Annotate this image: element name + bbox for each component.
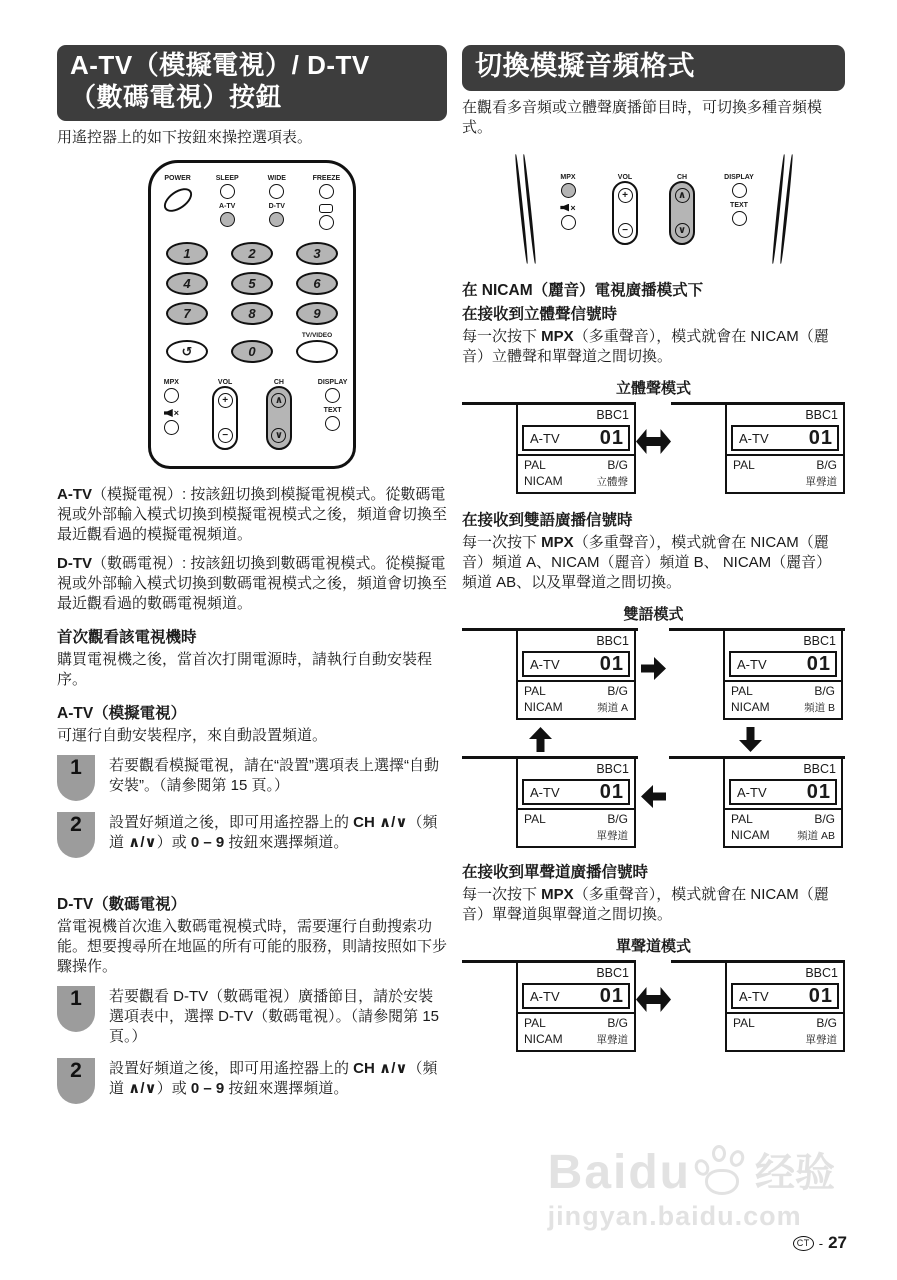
first-watch-heading: 首次觀看該電視機時: [57, 629, 197, 646]
flashback-icon: ↺: [181, 343, 193, 359]
text-button-icon: [325, 416, 340, 431]
step-number-badge: 2: [57, 1058, 95, 1104]
watermark-url: jingyan.baidu.com: [547, 1201, 802, 1231]
volume-column: [603, 174, 647, 245]
osd-system: PAL: [733, 1016, 755, 1030]
osd-system: PAL: [731, 684, 753, 698]
osd-box: [516, 405, 636, 494]
atv-button-icon: [220, 212, 235, 227]
dtv-body: 當電視機首次進入數碼電視模式時，需要運行自動搜索功能。想要搜尋所在地區的所有可能的服務，則請按照如下步驟操作。: [57, 918, 448, 975]
section-title-audio-format: [462, 45, 845, 91]
double-arrow-icon: [636, 429, 671, 454]
osd-standard: B/G: [814, 812, 835, 826]
wide-dtv-column: [254, 175, 300, 230]
watermark-logo-row: [547, 1143, 835, 1199]
power-column: [155, 175, 201, 230]
osd-mode-row: [725, 698, 841, 715]
step-number-badge: 2: [57, 812, 95, 858]
bilingual-cycle-arrows: [462, 726, 845, 753]
display-text-column: [717, 174, 761, 226]
mpx-label: MPX: [163, 379, 179, 386]
region-badge: CT: [793, 1236, 814, 1251]
mpx-label: MPX: [560, 173, 576, 181]
osd-audio-mode: 單聲道: [596, 1034, 628, 1046]
osd-nicam: NICAM: [524, 700, 563, 714]
osd-channel-name: BBC1: [596, 634, 629, 648]
osd-channel-name: BBC1: [805, 966, 838, 980]
ch-up-icon: ∧: [675, 188, 690, 203]
nicam-heading: 在 NICAM（麗音）電視廣播模式下: [462, 282, 704, 299]
left-arrow-icon: [641, 784, 666, 809]
osd-nicam: NICAM: [731, 700, 770, 714]
remote-fragment-illustration: [462, 154, 845, 264]
osd-standard: B/G: [816, 458, 837, 472]
display-label: DISPLAY: [724, 173, 754, 181]
vol-minus-icon: −: [218, 428, 233, 443]
osd-standard: B/G: [814, 684, 835, 698]
osd-system: PAL: [733, 458, 755, 472]
step-text: 設置好頻道之後，即可用遙控器上的 CH ∧/∨（頻道 ∧/∨）或 0 – 9 按鈕來選擇頻道。: [109, 1060, 438, 1097]
osd-audio-mode: 頻道 AB: [797, 830, 835, 842]
osd-channel-number: 01: [599, 984, 624, 1007]
atv-label: A-TV: [219, 203, 236, 210]
osd-channel-number: 01: [808, 426, 833, 449]
osd-system-row: [518, 810, 634, 826]
mono-heading: 在接收到單聲道廣播信號時: [462, 864, 649, 881]
left-column: [57, 45, 447, 1115]
section-title-atv-dtv-buttons: [57, 45, 447, 121]
osd-channel-name: BBC1: [805, 408, 838, 422]
osd-audio-mode: 單聲道: [805, 476, 837, 488]
osd-input-box: [729, 651, 837, 677]
osd-input-label: A-TV: [737, 784, 767, 800]
right-column: [462, 45, 845, 1115]
step-text: 若要觀看 D-TV（數碼電視）廣播節目，請於安裝選項表中，選擇 D-TV（數碼電視）。（請參閱第 15 頁。）: [109, 988, 440, 1045]
digit-button: 1: [166, 242, 208, 265]
remote-top-buttons: [151, 175, 353, 230]
osd-channel-number: 01: [808, 984, 833, 1007]
stereo-heading: 在接收到立體聲信號時: [462, 306, 618, 323]
osd-box: [723, 759, 843, 848]
osd-mode-row: [727, 472, 843, 489]
bilingual-body: 每一次按下 MPX（多重聲音），模式就會在 NICAM（麗音）頻道 A、NICAM（麗音）頻道 B、 NICAM（麗音）頻道 AB、以及單聲道之間切換。: [462, 534, 832, 591]
osd-channel-number: 01: [599, 426, 624, 449]
osd-nicam: NICAM: [524, 474, 563, 488]
speaker-icon: [164, 409, 173, 417]
break-lines-left: [520, 154, 530, 264]
osd-audio-mode: 頻道 A: [597, 702, 628, 714]
baidu-jingyan-watermark: [548, 1143, 835, 1232]
osd-input-label: A-TV: [530, 784, 560, 800]
volume-rocker: [612, 181, 638, 245]
tv-screen-diagram: [462, 628, 638, 720]
osd-input-label: A-TV: [739, 988, 769, 1004]
osd-mode-row: [725, 826, 841, 843]
osd-channel-name: BBC1: [596, 762, 629, 776]
mode-label: 立體聲模式: [615, 380, 691, 397]
osd-input-box: [522, 425, 630, 451]
dtv-step-2: [57, 1058, 447, 1104]
digit-button: 6: [296, 272, 338, 295]
osd-input-box: [729, 779, 837, 805]
vol-label: VOL: [217, 379, 233, 386]
first-watch-body: 購買電視機之後，當首次打開電源時，請執行自動安裝程序。: [57, 651, 433, 688]
digit-button: 4: [166, 272, 208, 295]
digit-button: 3: [296, 242, 338, 265]
osd-channel-number: 01: [599, 780, 624, 803]
dtv-description: D-TV（數碼電視）: 按該鈕切換到數碼電視模式。從模擬電視或外部輸入模式切換到數碼電視模式之後，頻道會切換至最近觀看過的數碼電視頻道。: [57, 555, 448, 612]
paw-icon: [695, 1143, 751, 1195]
osd-standard: B/G: [607, 458, 628, 472]
atv-description: A-TV（模擬電視）: 按該鈕切換到模擬電視模式。從數碼電視或外部輸入模式切換到模擬電視模式之後，頻道會切換至最近觀看過的模擬電視頻道。: [57, 486, 448, 543]
osd-system: PAL: [731, 812, 753, 826]
step-text: 若要觀看模擬電視，請在“設置”選項表上選擇“自動安裝”。（請參閱第 15 頁。）: [109, 757, 439, 794]
atv-step-2: [57, 812, 447, 858]
osd-system-row: [518, 1014, 634, 1030]
digit-button: 2: [231, 242, 273, 265]
down-arrow-icon: [738, 727, 763, 752]
volume-rocker: [212, 386, 238, 450]
mpx-button-icon: [561, 183, 576, 198]
digit-button: 9: [296, 302, 338, 325]
mono-diagram-pair: [462, 960, 845, 1052]
speaker-icon: [560, 204, 569, 212]
osd-input-label: A-TV: [530, 988, 560, 1004]
osd-system-row: [518, 682, 634, 698]
display-button-icon: [325, 388, 340, 403]
osd-box: [725, 963, 845, 1052]
osd-system-row: [727, 456, 843, 472]
osd-system-row: [725, 682, 841, 698]
osd-channel-number: 01: [806, 652, 831, 675]
digit-button: 5: [231, 272, 273, 295]
wide-label: WIDE: [267, 175, 286, 182]
osd-standard: B/G: [816, 1016, 837, 1030]
display-label: DISPLAY: [317, 379, 348, 386]
osd-system-row: [518, 456, 634, 472]
display-text-column: [312, 379, 353, 431]
sleep-label: SLEEP: [215, 175, 239, 182]
text-label: TEXT: [730, 201, 748, 209]
osd-channel-name: BBC1: [596, 966, 629, 980]
watermark-brand-latin: Baidu: [547, 1146, 691, 1199]
break-lines-right: [777, 154, 787, 264]
power-button-icon: [159, 183, 196, 216]
text-button-icon: [732, 211, 747, 226]
dtv-step-1: [57, 986, 447, 1047]
page-number: 27: [828, 1233, 847, 1252]
mpx-mute-column: [151, 379, 192, 435]
flashback-button: [166, 340, 208, 363]
osd-nicam: NICAM: [524, 1032, 563, 1046]
osd-input-box: [522, 779, 630, 805]
tv-screen-diagram: [462, 756, 638, 848]
title-line: A-TV（模擬電視）/ D-TV: [70, 50, 370, 80]
bilingual-heading: 在接收到雙語廣播信號時: [462, 512, 633, 529]
tv-screen-diagram: [671, 402, 845, 494]
digit-row: [166, 332, 338, 363]
tv-screen-diagram: [462, 960, 636, 1052]
tv-video-button-icon: [296, 340, 338, 363]
osd-input-box: [731, 983, 839, 1009]
vol-plus-icon: +: [618, 188, 633, 203]
digit-row: [166, 242, 338, 265]
osd-audio-mode: 單聲道: [805, 1034, 837, 1046]
osd-input-box: [522, 651, 630, 677]
atv-body: 可運行自動安裝程序，來自動設置頻道。: [57, 727, 328, 744]
title-line: 切換模擬音頻格式: [475, 51, 695, 81]
osd-standard: B/G: [607, 1016, 628, 1030]
epg-icon: [319, 204, 333, 213]
wide-button-icon: [269, 184, 284, 199]
tv-screen-diagram: [671, 960, 845, 1052]
vol-label: VOL: [617, 173, 633, 181]
tv-screen-diagram: [669, 628, 845, 720]
mpx-button-icon: [164, 388, 179, 403]
osd-channel-name: BBC1: [803, 762, 836, 776]
osd-channel-name: BBC1: [803, 634, 836, 648]
osd-mode-row: [727, 1030, 843, 1047]
mute-icon: ×: [560, 203, 575, 213]
osd-system: PAL: [524, 458, 546, 472]
mute-button-icon: [561, 215, 576, 230]
remote-number-pad: [166, 242, 338, 363]
bilingual-diagram-top-row: [462, 628, 845, 720]
osd-mode-row: [518, 698, 634, 715]
freeze-epg-column: [303, 175, 349, 230]
epg-button-icon: [319, 215, 334, 230]
osd-mode-row: [518, 472, 634, 489]
osd-mode-row: [518, 826, 634, 843]
remote-control-illustration: [148, 160, 356, 469]
mono-body: 每一次按下 MPX（多重聲音），模式就會在 NICAM（麗音）單聲道與單聲道之間切換。: [462, 886, 829, 923]
osd-input-label: A-TV: [739, 430, 769, 446]
tv-screen-diagram: [669, 756, 845, 848]
up-arrow-icon: [528, 727, 553, 752]
remote-audio-cluster: [546, 174, 761, 245]
osd-box: [725, 405, 845, 494]
step-text: 設置好頻道之後，即可用遙控器上的 CH ∧/∨（頻道 ∧/∨）或 0 – 9 按鈕來選擇頻道。: [109, 814, 438, 851]
stereo-diagram-pair: [462, 402, 845, 494]
osd-mode-row: [518, 1030, 634, 1047]
digit-row: [166, 272, 338, 295]
stereo-body: 每一次按下 MPX（多重聲音），模式就會在 NICAM（麗音）立體聲和單聲道之間切換。: [462, 328, 829, 365]
intro-text: 在觀看多音頻或立體聲廣播節目時，可切換多種音頻模式。: [462, 99, 823, 136]
osd-system: PAL: [524, 812, 546, 826]
osd-audio-mode: 立體聲: [596, 476, 628, 488]
osd-audio-mode: 單聲道: [596, 830, 628, 842]
osd-input-box: [522, 983, 630, 1009]
osd-input-label: A-TV: [737, 656, 767, 672]
mode-label: 單聲道模式: [615, 938, 691, 955]
osd-audio-mode: 頻道 B: [804, 702, 835, 714]
atv-heading: A-TV（模擬電視）: [57, 705, 187, 722]
display-button-icon: [732, 183, 747, 198]
tv-screen-diagram: [462, 402, 636, 494]
step-number-badge: 1: [57, 755, 95, 801]
channel-column: [660, 174, 704, 245]
sleep-button-icon: [220, 184, 235, 199]
ch-label: CH: [273, 379, 284, 386]
vol-minus-icon: −: [618, 223, 633, 238]
right-arrow-icon: [641, 656, 666, 681]
osd-input-label: A-TV: [530, 430, 560, 446]
dtv-button-icon: [269, 212, 284, 227]
freeze-label: FREEZE: [312, 175, 341, 182]
ch-label: CH: [676, 173, 688, 181]
mpx-mute-column: [546, 174, 590, 230]
osd-standard: B/G: [607, 812, 628, 826]
osd-channel-name: BBC1: [596, 408, 629, 422]
power-label: POWER: [164, 175, 191, 182]
osd-box: [516, 631, 636, 720]
mode-label: 雙語模式: [623, 606, 684, 623]
bilingual-diagram-bottom-row: [462, 756, 845, 848]
osd-standard: B/G: [607, 684, 628, 698]
osd-input-box: [731, 425, 839, 451]
double-arrow-icon: [636, 987, 671, 1012]
osd-system-row: [725, 810, 841, 826]
digit-row: [166, 302, 338, 325]
osd-box: [723, 631, 843, 720]
remote-audio-cluster: [151, 379, 353, 450]
channel-column: [259, 379, 300, 450]
volume-column: [205, 379, 246, 450]
channel-rocker: [266, 386, 292, 450]
title-line: （數碼電視）按鈕: [70, 82, 283, 112]
ch-down-icon: ∨: [675, 223, 690, 238]
step-number-badge: 1: [57, 986, 95, 1032]
ch-down-icon: ∨: [271, 428, 286, 443]
mute-button-icon: [164, 420, 179, 435]
dtv-heading: D-TV（數碼電視）: [57, 896, 187, 913]
osd-channel-number: 01: [806, 780, 831, 803]
osd-channel-number: 01: [599, 652, 624, 675]
atv-step-1: [57, 755, 447, 801]
sleep-atv-column: [204, 175, 250, 230]
osd-system: PAL: [524, 684, 546, 698]
tv-video-column: [296, 332, 338, 363]
channel-rocker: [669, 181, 695, 245]
digit-button: 7: [166, 302, 208, 325]
osd-input-label: A-TV: [530, 656, 560, 672]
page-footer: [793, 1233, 847, 1253]
osd-system-row: [727, 1014, 843, 1030]
vol-plus-icon: +: [218, 393, 233, 408]
ch-up-icon: ∧: [271, 393, 286, 408]
dtv-label: D-TV: [268, 203, 285, 210]
digit-button-zero: 0: [231, 340, 273, 363]
osd-box: [516, 759, 636, 848]
digit-button: 8: [231, 302, 273, 325]
freeze-button-icon: [319, 184, 334, 199]
intro-text: 用遙控器上的如下按鈕來操控選項表。: [57, 129, 313, 146]
osd-nicam: NICAM: [731, 828, 770, 842]
tv-video-label: TV/VIDEO: [301, 332, 333, 339]
mute-icon: ×: [164, 408, 179, 418]
footer-separator: -: [818, 1235, 824, 1251]
osd-box: [516, 963, 636, 1052]
text-label: TEXT: [323, 407, 342, 414]
watermark-brand-cn: 经验: [755, 1151, 835, 1195]
osd-system: PAL: [524, 1016, 546, 1030]
